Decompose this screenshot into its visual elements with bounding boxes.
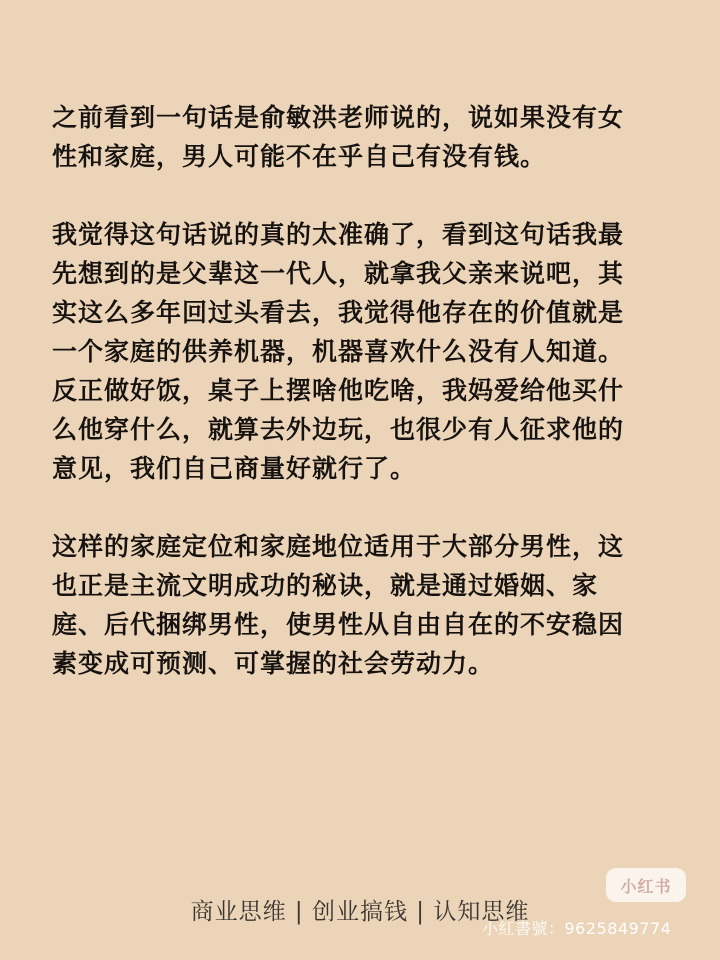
- text-line: 先想到的是父辈这一代人，就拿我父亲来说吧，其: [52, 259, 625, 288]
- footer-tags: 商业思维 | 创业搞钱 | 认知思维: [190, 899, 530, 925]
- xiaohongshu-logo: [606, 868, 686, 902]
- text-line: 性和家庭，男人可能不在乎自己有没有钱。: [52, 142, 547, 171]
- paragraph-2: [52, 215, 672, 488]
- text-line: 这样的家庭定位和家庭地位适用于大部分男性，这: [52, 532, 625, 561]
- text-line: 也正是主流文明成功的秘诀，就是通过婚姻、家: [52, 571, 599, 600]
- text-line: 么他穿什么，就算去外边玩，也很少有人征求他的: [52, 415, 625, 444]
- text-line: 我觉得这句话说的真的太准确了，看到这句话我最: [52, 220, 625, 249]
- paragraph-1: [52, 98, 672, 176]
- text-line: 之前看到一句话是俞敏洪老师说的，说如果没有女: [52, 103, 625, 132]
- text-line: 意见，我们自己商量好就行了。: [52, 454, 417, 483]
- watermark-id: 小紅書號：9625849774: [482, 919, 672, 938]
- text-line: 反正做好饭，桌子上摆啥他吃啥，我妈爱给他买什: [52, 376, 625, 405]
- logo-text: 小红书: [620, 876, 672, 896]
- text-line: 实这么多年回过头看去，我觉得他存在的价值就是: [52, 298, 625, 327]
- text-line: 一个家庭的供养机器，机器喜欢什么没有人知道。: [52, 337, 625, 366]
- text-line: 庭、后代捆绑男性，使男性从自由自在的不安稳因: [52, 610, 625, 639]
- paragraph-3: [52, 527, 672, 683]
- text-line: 素变成可预测、可掌握的社会劳动力。: [52, 649, 495, 678]
- article-body: [52, 98, 672, 722]
